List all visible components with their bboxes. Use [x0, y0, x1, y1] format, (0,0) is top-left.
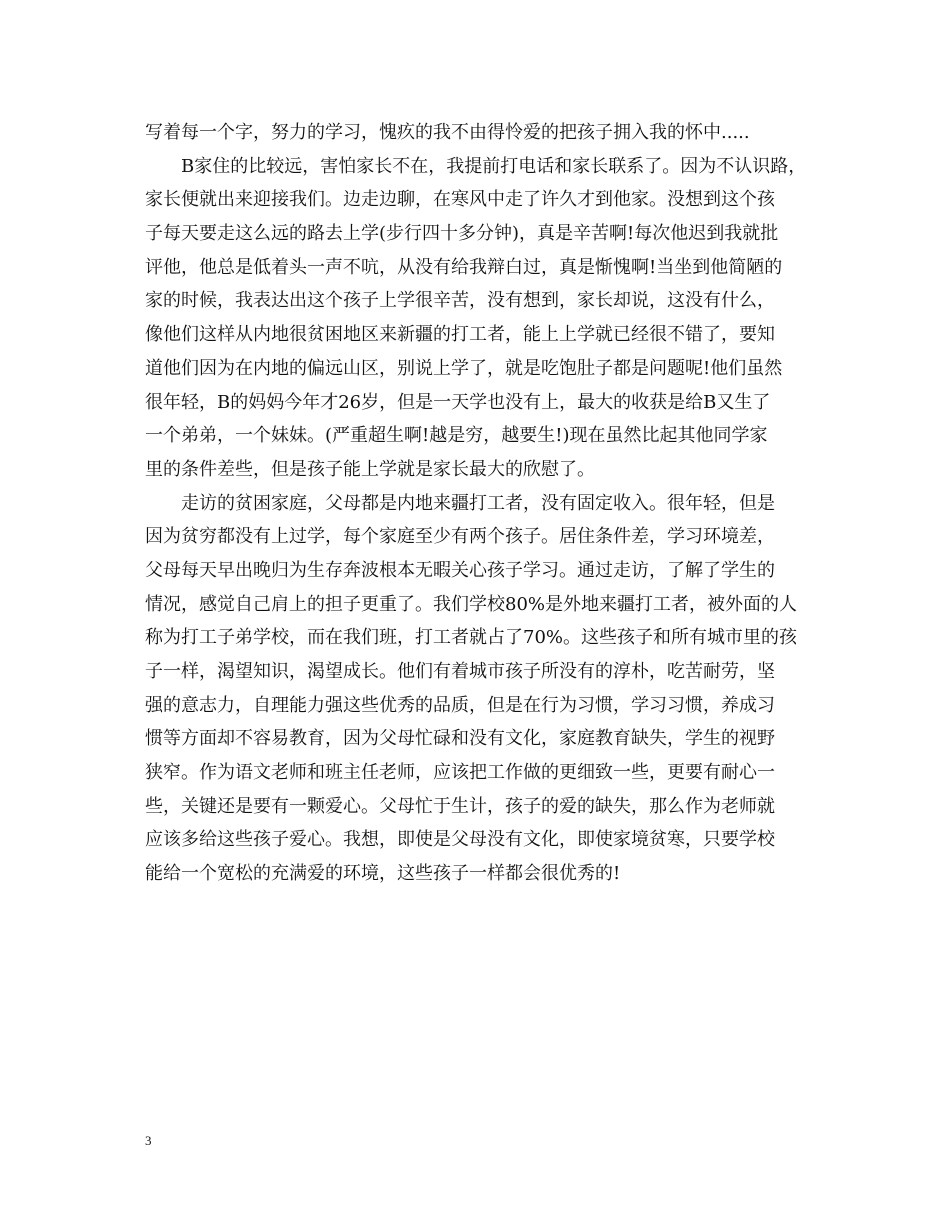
page-number: 3 [145, 1133, 152, 1148]
text-line: 应该多给这些孩子爱心。我想，即使是父母没有文化，即使家境贫寒，只要学校 [145, 829, 775, 851]
text-line: 像他们这样从内地很贫困地区来新疆的打工者，能上上学就已经很不错了，要知 [145, 324, 775, 346]
body-text [145, 116, 813, 891]
text-line: 能给一个宽松的充满爱的环境，这些孩子一样都会很优秀的! [145, 863, 621, 885]
text-line: 称为打工子弟学校，而在我们班，打工者就占了70%。这些孩子和所有城市里的孩 [145, 627, 798, 649]
text-line: 走访的贫困家庭，父母都是内地来疆打工者，没有固定收入。很年轻，但是 [145, 492, 775, 514]
text-line: 子一样，渴望知识，渴望成长。他们有着城市孩子所没有的淳朴，吃苦耐劳，坚 [145, 661, 775, 682]
text-line: 评他，他总是低着头一声不吭，从没有给我辩白过，真是惭愧啊!当坐到他简陋的 [145, 256, 783, 278]
text-line: 些，关键还是要有一颗爱心。父母忙于生计，孩子的爱的缺失，那么作为老师就 [145, 795, 775, 817]
text-line: 里的条件差些，但是孩子能上学就是家长最大的欣慰了。 [145, 458, 595, 480]
text-line: 道他们因为在内地的偏远山区，别说上学了，就是吃饱肚子都是问题呢!他们虽然 [145, 357, 783, 379]
text-line: 写着每一个字，努力的学习，愧疚的我不由得怜爱的把孩子拥入我的怀中..... [145, 122, 750, 143]
text-line: 很年轻，B的妈妈今年才26岁，但是一天学也没有上，最大的收获是给B又生了 [145, 391, 771, 413]
text-line: B家住的比较远，害怕家长不在，我提前打电话和家长联系了。因为不认识路， [145, 155, 807, 177]
text-line: 子每天要走这么远的路去上学(步行四十多分钟)，真是辛苦啊!每次他迟到我就批 [145, 223, 779, 245]
text-line: 情况，感觉自己肩上的担子更重了。我们学校80%是外地来疆打工者，被外面的人 [145, 593, 798, 615]
text-line: 因为贫穷都没有上过学，每个家庭至少有两个孩子。居住条件差，学习环境差， [145, 526, 775, 548]
text-line: 强的意志力，自理能力强这些优秀的品质，但是在行为习惯，学习习惯，养成习 [145, 694, 775, 716]
text-line: 父母每天早出晚归为生存奔波根本无暇关心孩子学习。通过走访，了解了学生的 [145, 559, 775, 581]
text-line: 一个弟弟，一个妹妹。(严重超生啊!越是穷，越要生!)现在虽然比起其他同学家 [145, 425, 768, 447]
text-line: 家长便就出来迎接我们。边走边聊，在寒风中走了许久才到他家。没想到这个孩 [145, 189, 775, 211]
text-line: 家的时候，我表达出这个孩子上学很辛苦，没有想到，家长却说，这没有什么， [145, 290, 775, 312]
text-line: 惯等方面却不容易教育，因为父母忙碌和没有文化，家庭教育缺失，学生的视野 [145, 728, 775, 750]
text-line: 狭窄。作为语文老师和班主任老师，应该把工作做的更细致一些，更要有耐心一 [145, 762, 775, 784]
